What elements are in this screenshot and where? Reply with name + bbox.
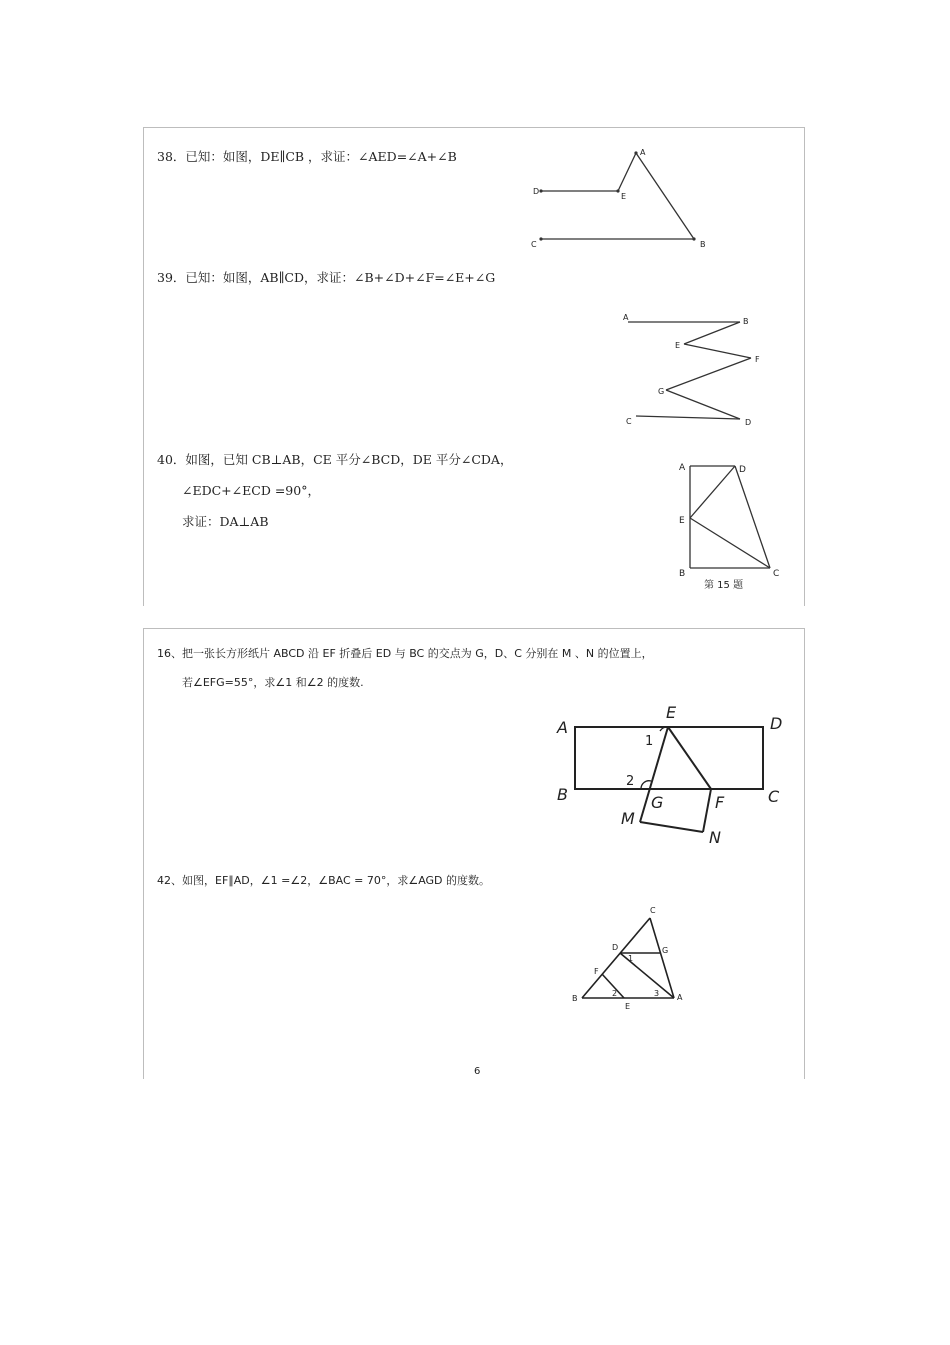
label-A: A (640, 148, 646, 157)
label-D: D (612, 943, 619, 952)
angle-1-label: 1 (645, 734, 654, 749)
label-B: B (679, 569, 686, 579)
label-N: N (709, 828, 721, 847)
label-A: A (623, 313, 629, 322)
question-16-line2: 若∠EFG=55°，求∠1 和∠2 的度数. (182, 676, 364, 689)
question-39-text: 39．已知：如图，AB∥CD，求证：∠B+∠D+∠F=∠E+∠G (157, 270, 496, 285)
label-G: G (658, 387, 665, 396)
label-B: B (700, 240, 706, 249)
label-B: B (557, 785, 568, 804)
label-E: E (679, 516, 685, 526)
label-C: C (626, 417, 632, 426)
label-E: E (666, 703, 677, 722)
label-D: D (739, 465, 746, 475)
label-D: D (770, 714, 783, 733)
label-F: F (755, 355, 760, 364)
label-F: F (594, 967, 599, 976)
angle-1-label: 1 (628, 954, 634, 963)
label-G: G (662, 946, 669, 955)
label-C: C (650, 906, 656, 915)
angle-3-label: 3 (654, 989, 660, 998)
label-C: C (773, 569, 780, 579)
label-E: E (621, 192, 627, 201)
label-G: G (651, 793, 664, 812)
label-F: F (715, 793, 725, 812)
question-16-line1: 16、把一张长方形纸片 ABCD 沿 EF 折叠后 ED 与 BC 的交点为 G，D、C 分别在 M 、N 的位置上， (157, 647, 653, 660)
label-E: E (625, 1002, 631, 1011)
figure-caption: 第 15 题 (704, 580, 744, 591)
label-C: C (768, 787, 780, 806)
label-A: A (679, 463, 686, 473)
label-B: B (743, 317, 749, 326)
question-38-text: 38．已知：如图，DE∥CB ，求证：∠AED=∠A+∠B (157, 149, 457, 164)
label-A: A (557, 718, 568, 737)
label-B: B (572, 994, 578, 1003)
label-D: D (533, 187, 540, 196)
question-40-line1: 40．如图，已知 CB⊥AB，CE 平分∠BCD，DE 平分∠CDA， (157, 452, 513, 467)
label-E: E (675, 341, 681, 350)
question-40-line3: 求证：DA⊥AB (182, 514, 269, 529)
label-C: C (531, 240, 537, 249)
question-42-text: 42、如图，EF∥AD，∠1 =∠2，∠BAC = 70°，求∠AGD 的度数。 (157, 874, 491, 887)
label-D: D (745, 418, 752, 427)
page-number: 6 (474, 1066, 481, 1077)
angle-2-label: 2 (626, 774, 635, 789)
angle-2-label: 2 (612, 989, 618, 998)
label-M: M (621, 809, 635, 828)
question-40-line2: ∠EDC+∠ECD =90°， (182, 483, 320, 498)
label-A: A (677, 993, 683, 1002)
